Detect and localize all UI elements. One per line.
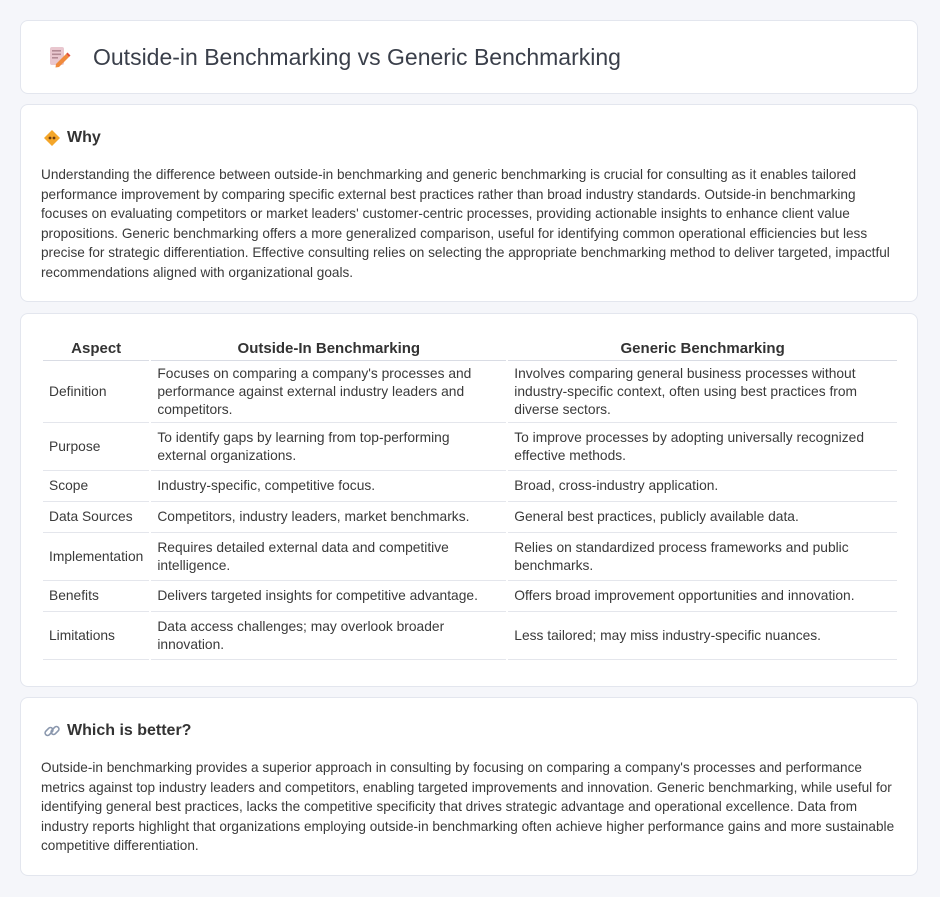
cell-outside-in: To identify gaps by learning from top-performing external organizations.: [151, 423, 506, 471]
table-row: [43, 423, 897, 471]
why-card: [20, 104, 918, 302]
table-row: [43, 612, 897, 660]
title-card: [20, 20, 918, 94]
cell-aspect: Scope: [43, 471, 149, 502]
cell-aspect: Definition: [43, 361, 149, 423]
cell-generic: Less tailored; may miss industry-specific nuances.: [508, 612, 897, 660]
cell-aspect: Purpose: [43, 423, 149, 471]
cell-generic: Relies on standardized process frameworks and public benchmarks.: [508, 533, 897, 581]
diamond-icon: [43, 129, 61, 147]
header-generic: Generic Benchmarking: [508, 334, 897, 361]
page-title: Outside-in Benchmarking vs Generic Benchmarking: [93, 43, 621, 70]
cell-outside-in: Focuses on comparing a company's processes and performance against external industry leaders and competitors.: [151, 361, 506, 423]
why-title: Why: [67, 129, 101, 146]
link-icon: [43, 722, 61, 740]
table-row: [43, 581, 897, 612]
table-header-row: [43, 334, 897, 361]
comparison-table: [41, 334, 899, 660]
table-row: [43, 533, 897, 581]
cell-aspect: Implementation: [43, 533, 149, 581]
table-row: [43, 502, 897, 533]
header-outside-in: Outside-In Benchmarking: [151, 334, 506, 361]
cell-generic: General best practices, publicly available data.: [508, 502, 897, 533]
better-card: [20, 697, 918, 876]
why-text: Understanding the difference between outside-in benchmarking and generic benchmarking is crucial for consulting as it enables tailored performance improvement by comparing specific external best practices rather than broad industry standards. Outside-in benchmarking focuses on evaluating competitors or market leaders' customer-centric processes, providing actionable insights to enhance client value propositions. Generic benchmarking offers a more generalized comparison, useful for identifying common operational efficiencies but less precise for strategic differentiation. Effective consulting relies on selecting the appropriate benchmarking method to deliver targeted, impactful recommendations aligned with organizational goals.: [41, 167, 890, 280]
cell-outside-in: Delivers targeted insights for competitive advantage.: [151, 581, 506, 612]
document-pencil-icon: [47, 45, 71, 69]
cell-generic: Offers broad improvement opportunities and innovation.: [508, 581, 897, 612]
cell-aspect: Data Sources: [43, 502, 149, 533]
better-title: Which is better?: [67, 722, 192, 739]
header-aspect: Aspect: [43, 334, 149, 361]
cell-aspect: Benefits: [43, 581, 149, 612]
comparison-card: [20, 313, 918, 687]
cell-generic: To improve processes by adopting universally recognized effective methods.: [508, 423, 897, 471]
cell-generic: Involves comparing general business processes without industry-specific context, often using best practices from diverse sectors.: [508, 361, 897, 423]
cell-outside-in: Data access challenges; may overlook broader innovation.: [151, 612, 506, 660]
cell-outside-in: Competitors, industry leaders, market benchmarks.: [151, 502, 506, 533]
table-row: [43, 361, 897, 423]
cell-aspect: Limitations: [43, 612, 149, 660]
cell-generic: Broad, cross-industry application.: [508, 471, 897, 502]
better-text: Outside-in benchmarking provides a superior approach in consulting by focusing on comparing a company's processes and performance metrics against top industry leaders and competitors, enabling targeted improvements and innovation. Generic benchmarking, while useful for identifying general best practices, lacks the competitive specificity that drives strategic advantage and operational excellence. Data from industry reports highlight that organizations employing outside-in benchmarking often achieve higher performance gains and more sustainable competitive differentiation.: [41, 760, 895, 853]
cell-outside-in: Requires detailed external data and competitive intelligence.: [151, 533, 506, 581]
cell-outside-in: Industry-specific, competitive focus.: [151, 471, 506, 502]
table-row: [43, 471, 897, 502]
